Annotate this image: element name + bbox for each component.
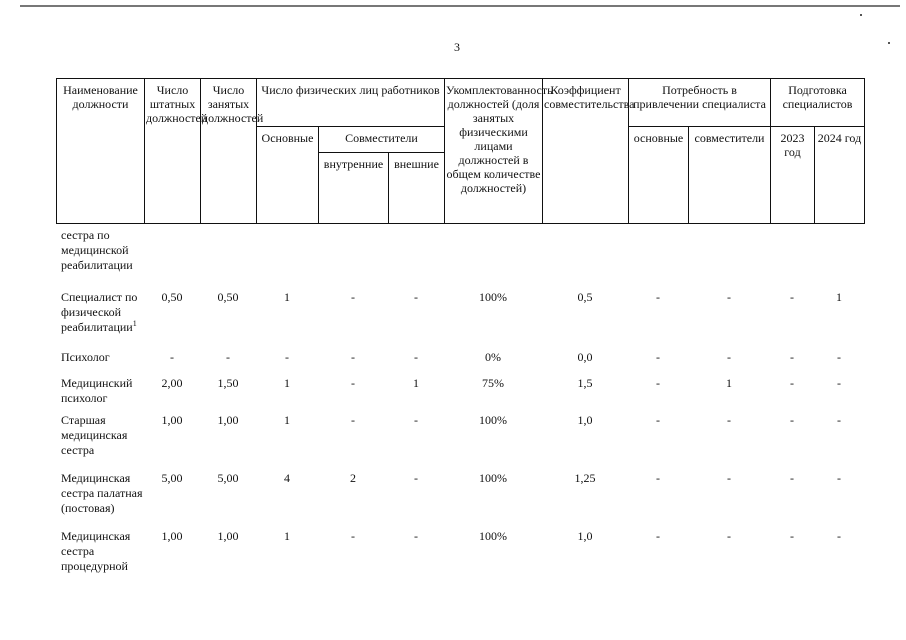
cell-occupied: 0,50 [217,290,239,304]
header-staffing: Укомплектованность должностей (доля занятых физическими лицами должностей в общем количестве должностей) [445,79,543,224]
cell-staffing: 100% [479,529,507,543]
cell-main [256,228,318,284]
cell-staffing: 75% [482,376,504,390]
header-coefficient: Коэффициент совместительства [543,79,629,224]
cell-internal: 2 [350,471,356,485]
position-name: Медицинская сестра процедурной [61,529,131,573]
cell-position-name [56,407,144,465]
header-main: Основные [257,127,319,224]
cell-y2024: - [837,350,841,364]
cell-need-main: - [656,376,660,390]
cell-need-main: - [656,413,660,427]
cell-occupied: 1,00 [217,413,239,427]
cell-need-part: 1 [726,376,732,390]
position-name: Медицинский психолог [61,376,133,405]
cell-staffing: 100% [479,413,507,427]
header-name: Наименование должности [57,79,145,224]
cell-y2023: - [790,471,794,485]
cell-main: - [285,350,289,364]
cell-main: 4 [284,471,290,485]
cell-coef: 1,0 [577,413,593,427]
header-external: внешние [389,153,445,224]
cell-staff: 1,00 [161,413,183,427]
cell-need-main: - [656,471,660,485]
cell-external: 1 [413,376,419,390]
cell-internal: - [351,290,355,304]
cell-y2023: - [790,413,794,427]
cell-coef: 0,5 [577,290,593,304]
cell-y2024: - [837,529,841,543]
header-year-2024: 2024 год [815,127,865,224]
header-part-timers: Совместители [319,127,445,153]
cell-y2023: - [790,290,794,304]
header-occupied: Число занятых должностей [201,79,257,224]
cell-occupied: 5,00 [217,471,239,485]
cell-position-name [56,523,144,574]
cell-occupied: - [226,350,230,364]
cell-external: - [414,471,418,485]
cell-need-main: - [656,350,660,364]
table-row [56,344,864,370]
cell-y2023: - [790,350,794,364]
cell-staff: - [170,350,174,364]
cell-external: - [414,350,418,364]
cell-need-part: - [727,413,731,427]
cell-position-name [56,228,144,284]
cell-occupied [200,228,256,284]
cell-y2023 [770,228,814,284]
cell-need-main: - [656,290,660,304]
table-header [56,78,865,224]
cell-external: - [414,290,418,304]
cell-staffing: 100% [479,290,507,304]
header-staff-units: Число штатных должностей [145,79,201,224]
cell-position-name [56,370,144,407]
position-name: Старшая медицинская сестра [61,413,128,457]
table-row [56,407,864,465]
cell-y2024: 1 [836,290,842,304]
table-row [56,523,864,574]
cell-staffing: 100% [479,471,507,485]
cell-occupied: 1,50 [217,376,239,390]
cell-y2023: - [790,376,794,390]
cell-staff: 5,00 [161,471,183,485]
header-need-part: совместители [689,127,771,224]
cell-internal: - [351,376,355,390]
table-row [56,284,864,344]
cell-external: - [414,529,418,543]
position-name: сестра по медицинской реабилитации [61,228,133,272]
cell-external [388,228,444,284]
table-row [56,228,864,284]
cell-staff: 1,00 [161,529,183,543]
cell-internal: - [351,350,355,364]
cell-internal: - [351,413,355,427]
top-scan-rule [20,5,900,7]
cell-main: 1 [284,413,290,427]
cell-occupied: 1,00 [217,529,239,543]
cell-external: - [414,413,418,427]
table-row [56,370,864,407]
cell-coef: 0,0 [577,350,593,364]
cell-main: 1 [284,290,290,304]
data-table [56,228,864,574]
cell-need-part [688,228,770,284]
cell-y2023: - [790,529,794,543]
footnote-marker: 1 [132,319,137,328]
cell-staffing [444,228,542,284]
scan-speck [888,42,890,44]
cell-coef [542,228,628,284]
cell-main: 1 [284,376,290,390]
table-row [56,465,864,523]
cell-y2024: - [837,413,841,427]
cell-need-part: - [727,290,731,304]
cell-y2024 [814,228,864,284]
cell-position-name [56,465,144,523]
cell-y2024: - [837,471,841,485]
header-year-2023: 2023 год [771,127,815,224]
position-name: Психолог [61,350,110,364]
cell-staffing: 0% [485,350,501,364]
scan-speck [860,14,862,16]
cell-need-main: - [656,529,660,543]
cell-staff [144,228,200,284]
header-training: Подготовка специалистов [771,79,865,127]
cell-position-name [56,344,144,370]
cell-y2024: - [837,376,841,390]
cell-position-name [56,284,144,344]
header-persons: Число физических лиц работников [257,79,445,127]
header-need-main: основные [629,127,689,224]
cell-need-part: - [727,529,731,543]
position-name: Специалист по физической реабилитации [61,290,138,334]
cell-staff: 0,50 [161,290,183,304]
cell-need-part: - [727,471,731,485]
position-name: Медицинская сестра палатная (постовая) [61,471,143,515]
cell-internal: - [351,529,355,543]
cell-coef: 1,5 [577,376,593,390]
header-internal: внутренние [319,153,389,224]
page-number: 3 [454,40,460,54]
cell-staff: 2,00 [161,376,183,390]
cell-need-main [628,228,688,284]
cell-coef: 1,25 [574,471,596,485]
cell-need-part: - [727,350,731,364]
header-need: Потребность в привлечении специалиста [629,79,771,127]
cell-internal [318,228,388,284]
cell-coef: 1,0 [577,529,593,543]
cell-main: 1 [284,529,290,543]
